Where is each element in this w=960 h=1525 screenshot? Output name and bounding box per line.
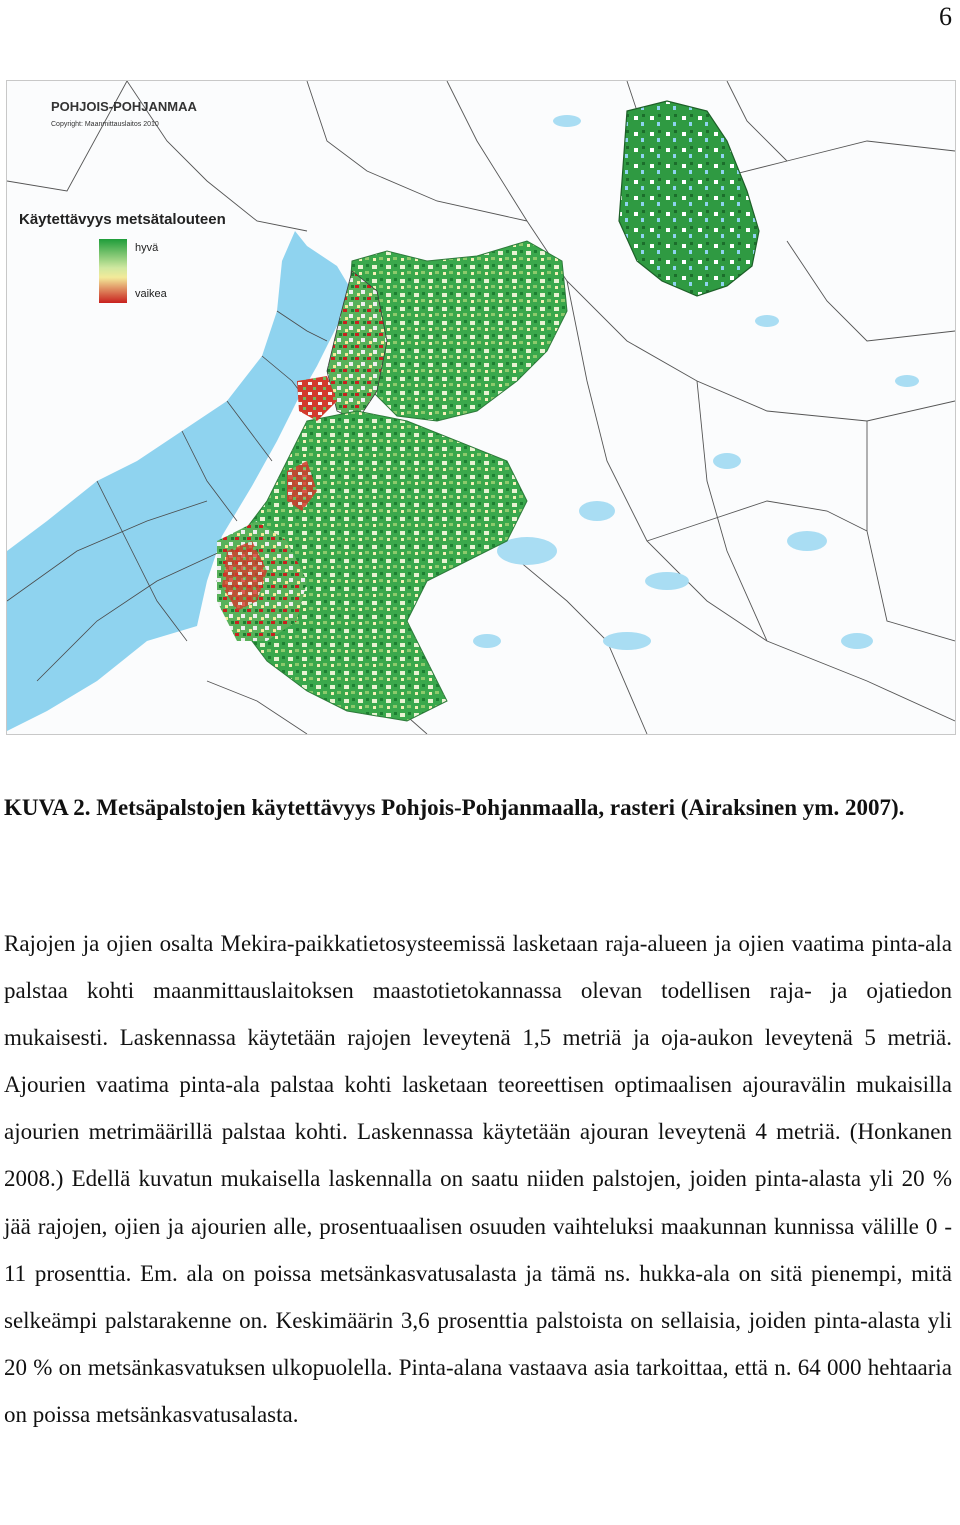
- legend-high-label: hyvä: [135, 242, 159, 254]
- legend-low-label: vaikea: [135, 288, 167, 300]
- map-copyright: Copyright: Maanmittauslaitos 2010: [51, 121, 159, 128]
- body-paragraph: Rajojen ja ojien osalta Mekira-paikkatietosysteemissä lasketaan raja-alueen ja ojien vaatima pinta-ala palstaa kohti maanmittauslaitoksen maastotietokannassa olevan todellisen raja- ja ojatiedon mukaisesti. Laskennassa käytetään rajojen leveytenä 1,5 metriä ja oja-aukon leveytenä 5 metriä. Ajourien vaatima pinta-ala palstaa kohti lasketaan teoreettisen optimaalisen ajouravälin mukaisilla ajourien metrimäärillä palstaa kohti. Laskennassa käytetään ajouran leveytenä 4 metriä. (Honkanen 2008.) Edellä kuvatun mukaisella laskennalla on saatu niiden palstojen, joiden pinta-alasta yli 20 % jää rajojen, ojien ja ajourien alle, prosentuaalisen osuuden vaihteluksi maakunnan kunnissa välille 0 - 11 prosenttia. Em. ala on poissa metsänkasvatusalasta ja tämä ns. hukka-ala on sitä pienempi, mitä selkeämpi palstarakenne on. Keskimäärin 3,6 prosenttia palstoista on sellaisia, joiden pinta-alasta yli 20 % on metsänkasvatuksen ulkopuolella. Pinta-alana vastaava asia tarkoittaa, että n. 64 000 hehtaaria on poissa metsänkasvatusalasta.: [4, 931, 952, 1427]
- page-number: 6: [939, 2, 952, 31]
- suitability-map: [6, 80, 956, 735]
- map-region-title: POHJOIS-POHJANMAA: [51, 99, 197, 114]
- legend-title: Käytettävyys metsätalouteen: [19, 211, 226, 228]
- figure-caption: KUVA 2. Metsäpalstojen käytettävyys Pohjois-Pohjanmaalla, rasteri (Airaksinen ym. 2007).: [4, 795, 905, 820]
- legend-color-ramp: [99, 239, 127, 303]
